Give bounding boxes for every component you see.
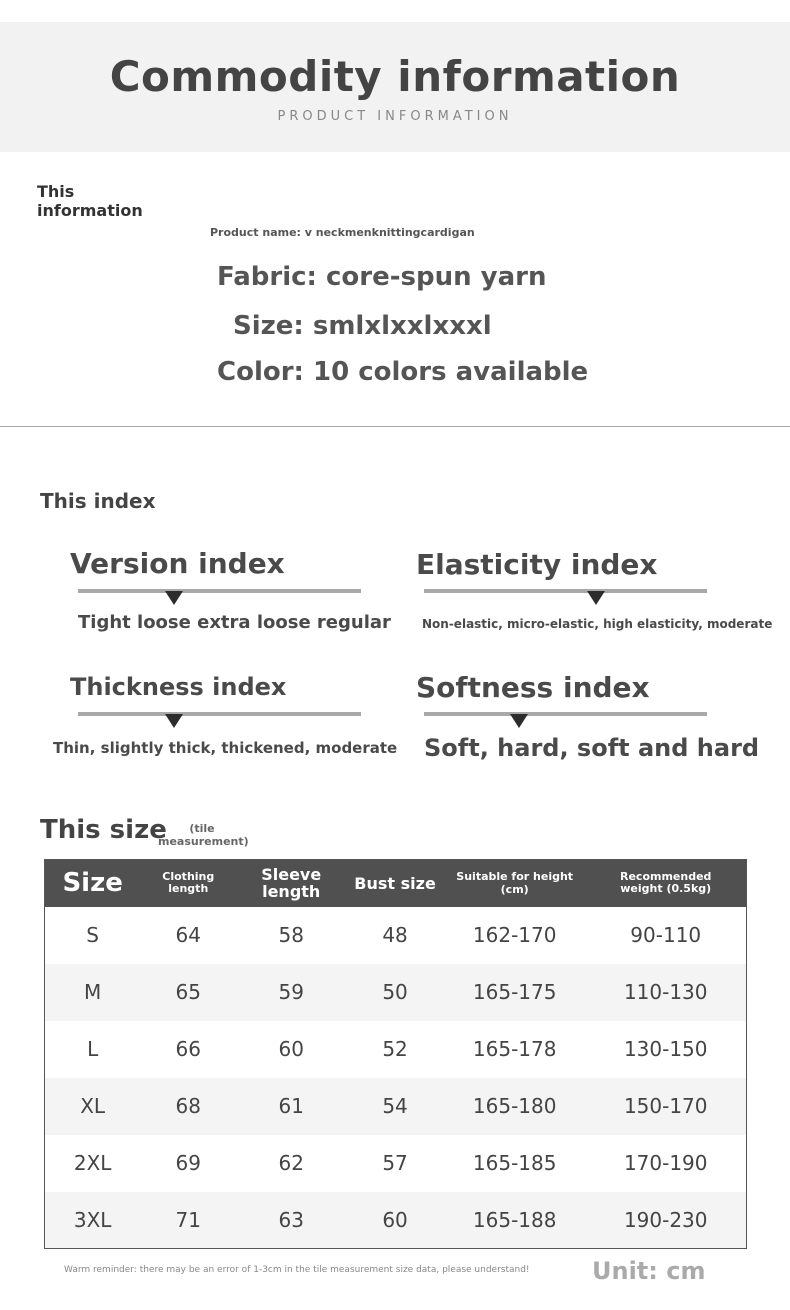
header-clothing-length: Clothing length bbox=[140, 860, 236, 907]
cell-clothing-length: 66 bbox=[175, 1037, 201, 1061]
version-index-marker bbox=[165, 591, 183, 605]
table-row bbox=[45, 907, 747, 964]
elasticity-index-title: Elasticity index bbox=[416, 548, 658, 581]
cell-size: S bbox=[86, 923, 99, 947]
elasticity-index-marker bbox=[587, 591, 605, 605]
page-title: Commodity information bbox=[109, 52, 681, 101]
info-section-label: This information bbox=[37, 182, 143, 220]
size-spec: Size: smlxlxxlxxxl bbox=[233, 311, 492, 341]
cell-size: L bbox=[87, 1037, 99, 1061]
elasticity-index-description: Non-elastic, micro-elastic, high elasticity, moderate bbox=[422, 617, 773, 631]
cell-bust-size: 54 bbox=[346, 1078, 444, 1135]
cell-clothing-length: 64 bbox=[175, 923, 201, 947]
cell-bust-size: 52 bbox=[382, 1037, 408, 1061]
cell-sleeve-length: 59 bbox=[236, 964, 346, 1021]
thickness-index-title: Thickness index bbox=[70, 673, 287, 701]
index-section-label: This index bbox=[40, 489, 156, 513]
table-row bbox=[45, 1021, 747, 1078]
cell-size: 2XL bbox=[73, 1151, 112, 1175]
cell-weight: 90-110 bbox=[630, 923, 702, 947]
version-index-description: Tight loose extra loose regular bbox=[78, 612, 391, 633]
cell-sleeve-length: 63 bbox=[236, 1192, 346, 1249]
size-table-header-row bbox=[45, 860, 747, 907]
cell-weight: 150-170 bbox=[585, 1078, 746, 1135]
thickness-index-description: Thin, slightly thick, thickened, moderate bbox=[53, 739, 398, 757]
version-index-title: Version index bbox=[70, 547, 285, 580]
cell-size: XL bbox=[45, 1078, 141, 1135]
cell-weight: 190-230 bbox=[585, 1192, 746, 1249]
cell-clothing-length: 68 bbox=[140, 1078, 236, 1135]
size-measurement-note: (tile measurement) bbox=[158, 822, 249, 848]
cell-sleeve-length: 61 bbox=[236, 1078, 346, 1135]
warm-reminder: Warm reminder: there may be an error of 1-3cm in the tile measurement size data, please understand! bbox=[64, 1265, 530, 1275]
cell-height: 165-175 bbox=[444, 964, 586, 1021]
header-size: Size bbox=[45, 860, 141, 907]
cell-sleeve-length: 60 bbox=[278, 1037, 304, 1061]
thickness-index-bar bbox=[78, 712, 361, 716]
cell-weight: 110-130 bbox=[585, 964, 746, 1021]
cell-sleeve-length: 62 bbox=[278, 1151, 304, 1175]
softness-index-bar bbox=[424, 712, 707, 716]
color-spec: Color: 10 colors available bbox=[217, 357, 589, 387]
header-recommended-weight: Recommended weight (0.5kg) bbox=[585, 860, 746, 907]
unit-label: Unit: cm bbox=[592, 1257, 706, 1285]
cell-weight: 130-150 bbox=[623, 1037, 708, 1061]
cell-height: 165-185 bbox=[472, 1151, 557, 1175]
version-index-bar bbox=[78, 589, 361, 593]
table-row bbox=[45, 1135, 747, 1192]
cell-bust-size: 60 bbox=[346, 1192, 444, 1249]
softness-index-description: Soft, hard, soft and hard bbox=[424, 734, 760, 762]
fabric-spec: Fabric: core-spun yarn bbox=[217, 262, 547, 292]
thickness-index-marker bbox=[165, 714, 183, 728]
cell-height: 165-188 bbox=[444, 1192, 586, 1249]
cell-height: 165-178 bbox=[472, 1037, 557, 1061]
cell-weight: 170-190 bbox=[623, 1151, 708, 1175]
size-section-label: This size bbox=[40, 815, 167, 845]
table-row bbox=[45, 964, 747, 1021]
product-name: Product name: v neckmenknittingcardigan bbox=[210, 226, 475, 239]
table-row bbox=[45, 1192, 747, 1249]
cell-bust-size: 50 bbox=[346, 964, 444, 1021]
size-table bbox=[44, 859, 747, 1249]
cell-size: 3XL bbox=[45, 1192, 141, 1249]
cell-clothing-length: 65 bbox=[140, 964, 236, 1021]
cell-clothing-length: 71 bbox=[140, 1192, 236, 1249]
cell-height: 165-180 bbox=[444, 1078, 586, 1135]
cell-clothing-length: 69 bbox=[175, 1151, 201, 1175]
header-banner bbox=[0, 22, 790, 152]
table-row bbox=[45, 1078, 747, 1135]
header-suitable-height: Suitable for height (cm) bbox=[444, 860, 586, 907]
softness-index-title: Softness index bbox=[416, 671, 650, 704]
cell-size: M bbox=[45, 964, 141, 1021]
page-subtitle: PRODUCT INFORMATION bbox=[277, 109, 513, 124]
header-bust-size: Bust size bbox=[346, 860, 444, 907]
cell-height: 162-170 bbox=[472, 923, 557, 947]
elasticity-index-bar bbox=[424, 589, 707, 593]
header-sleeve-length: Sleeve length bbox=[236, 860, 346, 907]
cell-sleeve-length: 58 bbox=[278, 923, 304, 947]
cell-bust-size: 57 bbox=[382, 1151, 408, 1175]
softness-index-marker bbox=[510, 714, 528, 728]
cell-bust-size: 48 bbox=[382, 923, 408, 947]
section-divider bbox=[0, 426, 790, 427]
